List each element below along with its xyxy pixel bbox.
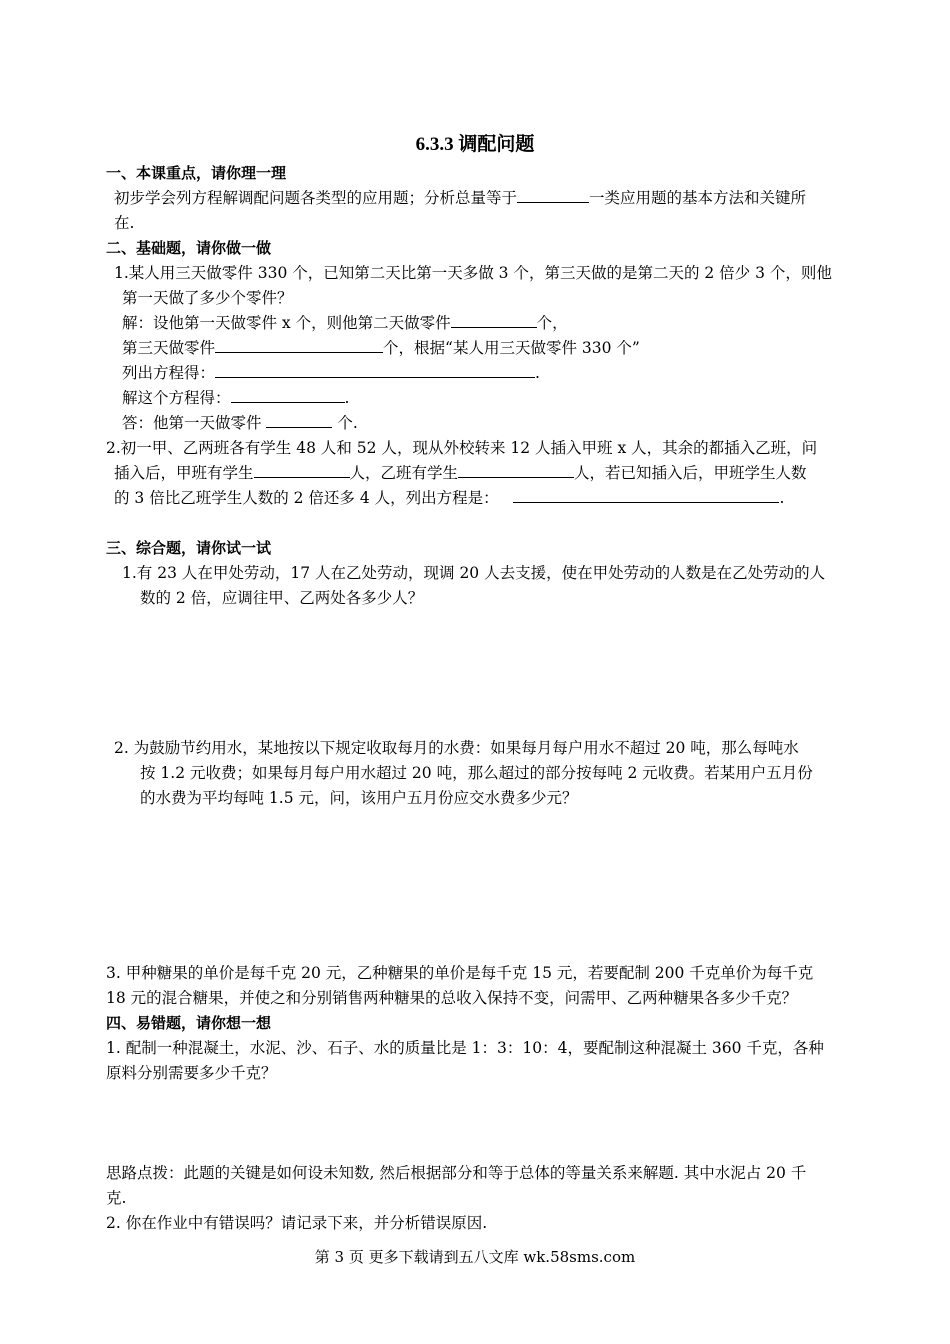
hint-text: 思路点拨：此题的关键是如何设未知数, 然后根据部分和等于总体的等量关系来解题. 其中水泥占 20 千 bbox=[106, 1164, 807, 1182]
solution-line: 列出方程得： . bbox=[122, 364, 540, 382]
question-text: 的 3 倍比乙班学生人数的 2 倍还多 4 人，列出方程是： . bbox=[114, 489, 785, 507]
solution-line: 答：他第一天做零件 个. bbox=[122, 414, 358, 432]
question-text: 第一天做了多少个零件？ bbox=[122, 289, 293, 307]
question-text: 18 元的混合糖果，并使之和分别销售两种糖果的总收入保持不变，问需甲、乙两种糖果各多少千克？ bbox=[106, 989, 798, 1007]
solution-line: 解：设他第一天做零件 x 个，则他第二天做零件 个， bbox=[122, 314, 568, 332]
blank bbox=[451, 312, 537, 328]
blank bbox=[266, 412, 332, 428]
question-text: 2. 为鼓励节约用水，某地按以下规定收取每月的水费：如果每月每户用水不超过 20 吨，那么每吨水 bbox=[114, 739, 799, 757]
question-text: 原料分别需要多少千克？ bbox=[106, 1064, 277, 1082]
section-1-heading: 一、本课重点，请你理一理 bbox=[106, 164, 287, 182]
section-4-heading: 四、易错题，请你想一想 bbox=[106, 1014, 272, 1032]
blank bbox=[517, 187, 589, 203]
blank bbox=[215, 337, 383, 353]
blank bbox=[215, 362, 535, 378]
question-text: 的水费为平均每吨 1.5 元，问，该用户五月份应交水费多少元？ bbox=[140, 789, 578, 807]
question-text: 3. 甲种糖果的单价是每千克 20 元，乙种糖果的单价是每千克 15 元，若要配制 200 千克单价为每千克 bbox=[106, 964, 814, 982]
blank bbox=[513, 487, 779, 503]
question-text: 1.某人用三天做零件 330 个，已知第二天比第一天多做 3 个，第三天做的是第二天的 2 倍少 3 个，则他 bbox=[114, 264, 832, 282]
section-1-text: 初步学会列方程解调配问题各类型的应用题；分析总量等于 一类应用题的基本方法和关键所 bbox=[114, 189, 807, 207]
section-2-heading: 二、基础题，请你做一做 bbox=[106, 239, 272, 257]
page-title: 6.3.3 调配问题 bbox=[415, 134, 535, 155]
blank bbox=[458, 462, 574, 478]
question-text: 2.初一甲、乙两班各有学生 48 人和 52 人，现从外校转来 12 人插入甲班 x 人，其余的都插入乙班，问 bbox=[106, 439, 818, 457]
blank bbox=[231, 387, 345, 403]
question-text: 1.有 23 人在甲处劳动，17 人在乙处劳动，现调 20 人去支援，使在甲处劳动的人数是在乙处劳动的人 bbox=[122, 564, 826, 582]
page-footer: 第 3 页 更多下载请到五八文库 wk.58sms.com bbox=[314, 1248, 636, 1266]
solution-line: 解这个方程得： . bbox=[122, 389, 350, 407]
question-text: 按 1.2 元收费；如果每月每户用水超过 20 吨，那么超过的部分按每吨 2 元收费。若某用户五月份 bbox=[140, 764, 813, 782]
blank bbox=[254, 462, 350, 478]
question-text: 1. 配制一种混凝土，水泥、沙、石子、水的质量比是 1：3：10：4，要配制这种混凝土 360 千克，各种 bbox=[106, 1039, 824, 1057]
question-text: 数的 2 倍，应调往甲、乙两处各多少人？ bbox=[140, 589, 424, 607]
hint-text: 克. bbox=[106, 1189, 127, 1207]
question-text: 插入后，甲班有学生 人，乙班有学生 人，若已知插入后，甲班学生人数 bbox=[114, 464, 807, 482]
section-1-text-cont: 在. bbox=[114, 214, 135, 232]
section-3-heading: 三、综合题，请你试一试 bbox=[106, 539, 272, 557]
question-text: 2. 你在作业中有错误吗？请记录下来，并分析错误原因. bbox=[106, 1214, 488, 1232]
solution-line: 第三天做零件 个，根据“某人用三天做零件 330 个” bbox=[122, 339, 640, 357]
